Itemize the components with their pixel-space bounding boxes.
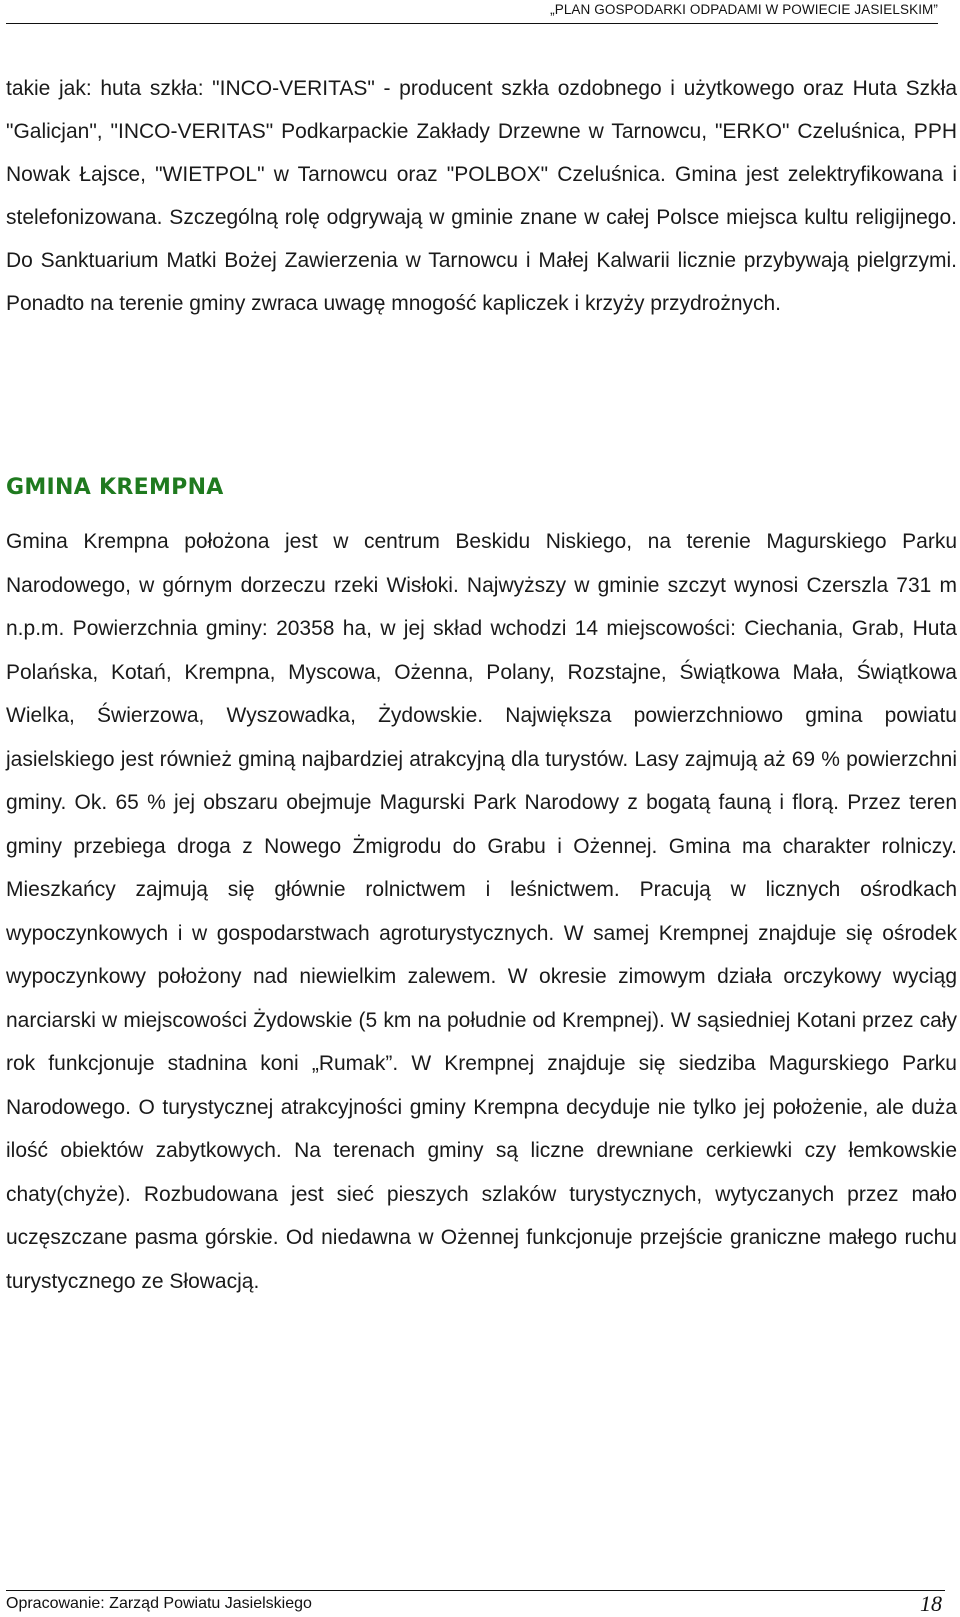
paragraph-krempna: Gmina Krempna położona jest w centrum Beskidu Niskiego, na terenie Magurskiego Parku Narodowego, w górnym dorzeczu rzeki Wisłoki. Najwyższy w gminie szczyt wynosi Czerszla 731 m n.p.m. Powierzchnia gminy: 20358 ha, w jej skład wchodzi 14 miejscowości: Ciechania, Grab, Huta Polańska, Kotań, Krempna, Myscowa, Ożenna, Polany, Rozstajne, Świątkowa Mała, Świątkowa Wielka, Świerzowa, Wyszowadka, Żydowskie. Największa powierzchniowo gmina powiatu jasielskiego jest również gminą najbardziej atrakcyjną dla turystów. Lasy zajmują aż 69 % powierzchni gminy. Ok. 65 % jej obszaru obejmuje Magurski Park Narodowy z bogatą fauną i florą. Przez teren gminy przebiega droga z Nowego Żmigrodu do Grabu i Ożennej. Gmina ma charakter rolniczy. Mieszkańcy zajmują się głównie rolnictwem i leśnictwem. Pracują w licznych ośrodkach wypoczynkowych i w gospodarstwach agroturystycznych. W samej Krempnej znajduje się ośrodek wypoczynkowy położony nad niewielkim zalewem. W okresie zimowym działa orczykowy wyciąg narciarski w miejscowości Żydowskie (5 km na południe od Krempnej). W sąsiedniej Kotani przez cały rok funkcjonuje stadnina koni „Rumak”. W Krempnej znajduje się siedziba Magurskiego Parku Narodowego. O turystycznej atrakcyjności gminy Krempna decyduje nie tylko jej położenie, ale duża ilość obiektów zabytkowych. Na terenach gminy są liczne drewniane cerkiewki czy łemkowskie chaty(chyże). Rozbudowana jest sieć pieszych szlaków turystycznych, wytyczanych przez mało uczęszczane pasma górskie. Od niedawna w Ożennej funkcjonuje przejście graniczne małego ruchu turystycznego ze Słowacją.: [6, 530, 957, 1293]
running-header: „PLAN GOSPODARKI ODPADAMI W POWIECIE JASIELSKIM”: [550, 2, 938, 17]
footer-credit: Opracowanie: Zarząd Powiatu Jasielskiego: [6, 1595, 312, 1612]
page-number: 18: [920, 1591, 942, 1616]
footer-divider: [6, 1590, 945, 1591]
section-heading-krempna: GMINA KREMPNA: [6, 475, 224, 500]
header-divider: [6, 23, 938, 24]
paragraph-intro: takie jak: huta szkła: "INCO-VERITAS" - producent szkła ozdobnego i użytkowego oraz Huta Szkła "Galicjan", "INCO-VERITAS" Podkarpackie Zakłady Drzewne w Tarnowcu, "ERKO" Czeluśnica, PPH Nowak Łajsce, "WIETPOL" w Tarnowcu oraz "POLBOX" Czeluśnica. Gmina jest zelektryfikowana i stelefonizowana. Szczególną rolę odgrywają w gminie znane w całej Polsce miejsca kultu religijnego. Do Sanktuarium Matki Bożej Zawierzenia w Tarnowcu i Małej Kalwarii licznie przybywają pielgrzymi. Ponadto na terenie gminy zwraca uwagę mnogość kapliczek i krzyży przydrożnych.: [6, 77, 957, 315]
